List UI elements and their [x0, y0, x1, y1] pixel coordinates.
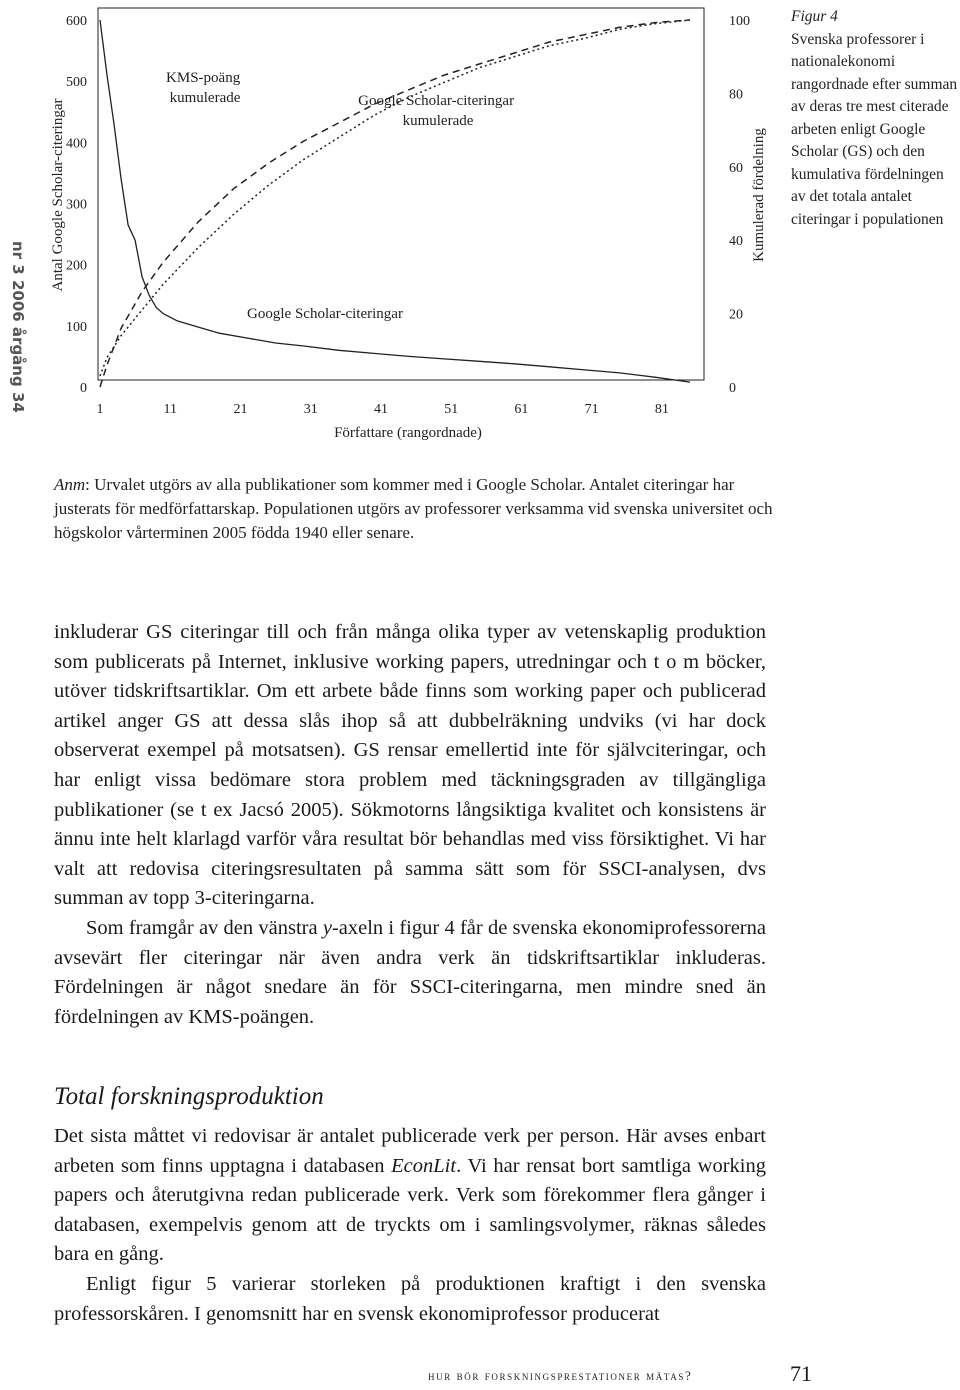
running-title: hur bör forskningsprestationer mätas?: [428, 1368, 693, 1383]
x-tick-label: 81: [654, 402, 669, 417]
body-text-upper: [54, 618, 766, 1032]
y-tick-label: 100: [66, 319, 87, 335]
paragraph-3-part: Det sista måttet vi redovisar är antalet publicerade verk per person. Här avses enbart arbeten som finns upptagna i databasen: [54, 1125, 766, 1177]
note-text: : Urvalet utgörs av alla publikationer som kommer med i Google Scholar. Antalet citeringar har justerats för medförfattarskap. Populationen utgörs av professorer verksamma vid svenska universitet och högskolor vårterminen 2005 födda 1940 eller senare.: [54, 475, 773, 542]
paragraph-2-part: -axeln i figur 4 får de svenska ekonomiprofessorerna avsevärt fler citeringar när även andra verk än tidskriftsartiklar inkluderas. Fördelningen är något snedare än för SSCI-citeringarna, men mindre sned än fördelningen av KMS-poängen.: [54, 916, 766, 1028]
y2-tick-label: 0: [729, 381, 736, 396]
y-tick-label: 200: [66, 258, 87, 274]
x-tick-label: 71: [584, 402, 599, 417]
y-tick-label: 400: [66, 136, 87, 152]
left-axis-ticks: [66, 14, 87, 396]
y2-tick-label: 80: [729, 87, 743, 103]
paragraph-2: [54, 914, 766, 1032]
y2-axis-label: Kumulerad fördelning: [751, 128, 767, 262]
paragraph-1: inkluderar GS citeringar till och från många olika typer av vetenskaplig produktion som publicerats på Internet, inklusive working papers, utredningar och t o m böcker, utöver tidskriftsartiklar. Om ett arbete både finns som working paper och publicerad artikel anger GS att dessa slås ihop så att dubbelräkning undviks (vi har dock observerat exempel på motsatsen). GS rensar emellertid inte för självciteringar, och har enligt vissa bedömare stora problem med täckningsgraden av tillgängliga publikationer (se t ex Jacsó 2005). Sökmotorns långsiktiga kvalitet och konsistens är ännu inte helt klarlagd varför våra resultat bör behandlas med viss försiktighet. Vi har valt att redovisa citeringsresultaten på samma sätt som för SSCI-analysen, dvs summan av topp 3-citeringarna.: [54, 621, 766, 910]
note-label: Anm: [54, 475, 86, 494]
x-tick-label: 51: [444, 402, 459, 417]
paragraph-4: Enligt figur 5 varierar storleken på produktionen kraftigt i den svenska professorskåren. I genomsnitt har en svensk ekonomiprofessor producerat: [54, 1272, 766, 1325]
x-tick-label: 1: [96, 402, 104, 417]
y-tick-label: 0: [80, 381, 87, 396]
paragraph-2-part: Som framgår av den vänstra: [86, 916, 323, 939]
figure-note: [54, 473, 774, 545]
journal-issue-label: nr 3 2006 årgång 34: [9, 241, 27, 413]
x-tick-label: 21: [233, 402, 248, 417]
section-heading: Total forskningsproduktion: [54, 1083, 324, 1110]
x-axis-ticks: [97, 402, 669, 417]
y2-tick-label: 40: [729, 234, 743, 250]
figure-caption-text: Svenska professorer i nationalekonomi rangordnade efter summan av deras tre mest citerade arbeten enligt Google Scholar (GS) och den kumulativa fördelningen av det totala antalet citeringar i populationen: [791, 30, 958, 228]
x-tick-label: 41: [373, 402, 388, 417]
y2-tick-label: 60: [729, 160, 743, 176]
kms-annotation: KMS-poäng kumulerade: [166, 70, 241, 106]
body-text-lower: [54, 1122, 766, 1329]
gs-annotation: Google Scholar-citeringar: [247, 306, 403, 322]
y2-tick-label: 20: [729, 307, 743, 323]
paragraph-3: [54, 1122, 766, 1270]
x-tick-label: 61: [514, 402, 529, 417]
y-tick-label: 600: [66, 14, 87, 29]
y-axis-label: Antal Google Scholar-citeringar: [50, 98, 66, 292]
x-axis-label: Författare (rangordnade): [334, 425, 482, 441]
gs-cumulative-annotation: Google Scholar-citeringar kumulerade: [358, 93, 515, 129]
paragraph-2-emphasis: y: [322, 916, 332, 939]
page-number: 71: [790, 1361, 812, 1386]
paragraph-3-emphasis: EconLit: [391, 1154, 457, 1177]
paragraph-3-part: . Vi har rensat bort samtliga working papers och återutgivna redan publicerade verk. Verk som förekommer flera gånger i databasen, exempelvis genom att de tryckts om i samlingsvolymer, räknas således bara en gång.: [54, 1154, 766, 1266]
figure-number: Figur 4: [791, 8, 838, 25]
y2-tick-label: 100: [729, 14, 750, 29]
x-tick-label: 11: [163, 402, 177, 417]
figure-caption: [791, 6, 959, 231]
right-axis-ticks: [729, 14, 750, 396]
y-tick-label: 300: [66, 197, 87, 213]
x-tick-label: 31: [303, 402, 318, 417]
y-tick-label: 500: [66, 75, 87, 91]
